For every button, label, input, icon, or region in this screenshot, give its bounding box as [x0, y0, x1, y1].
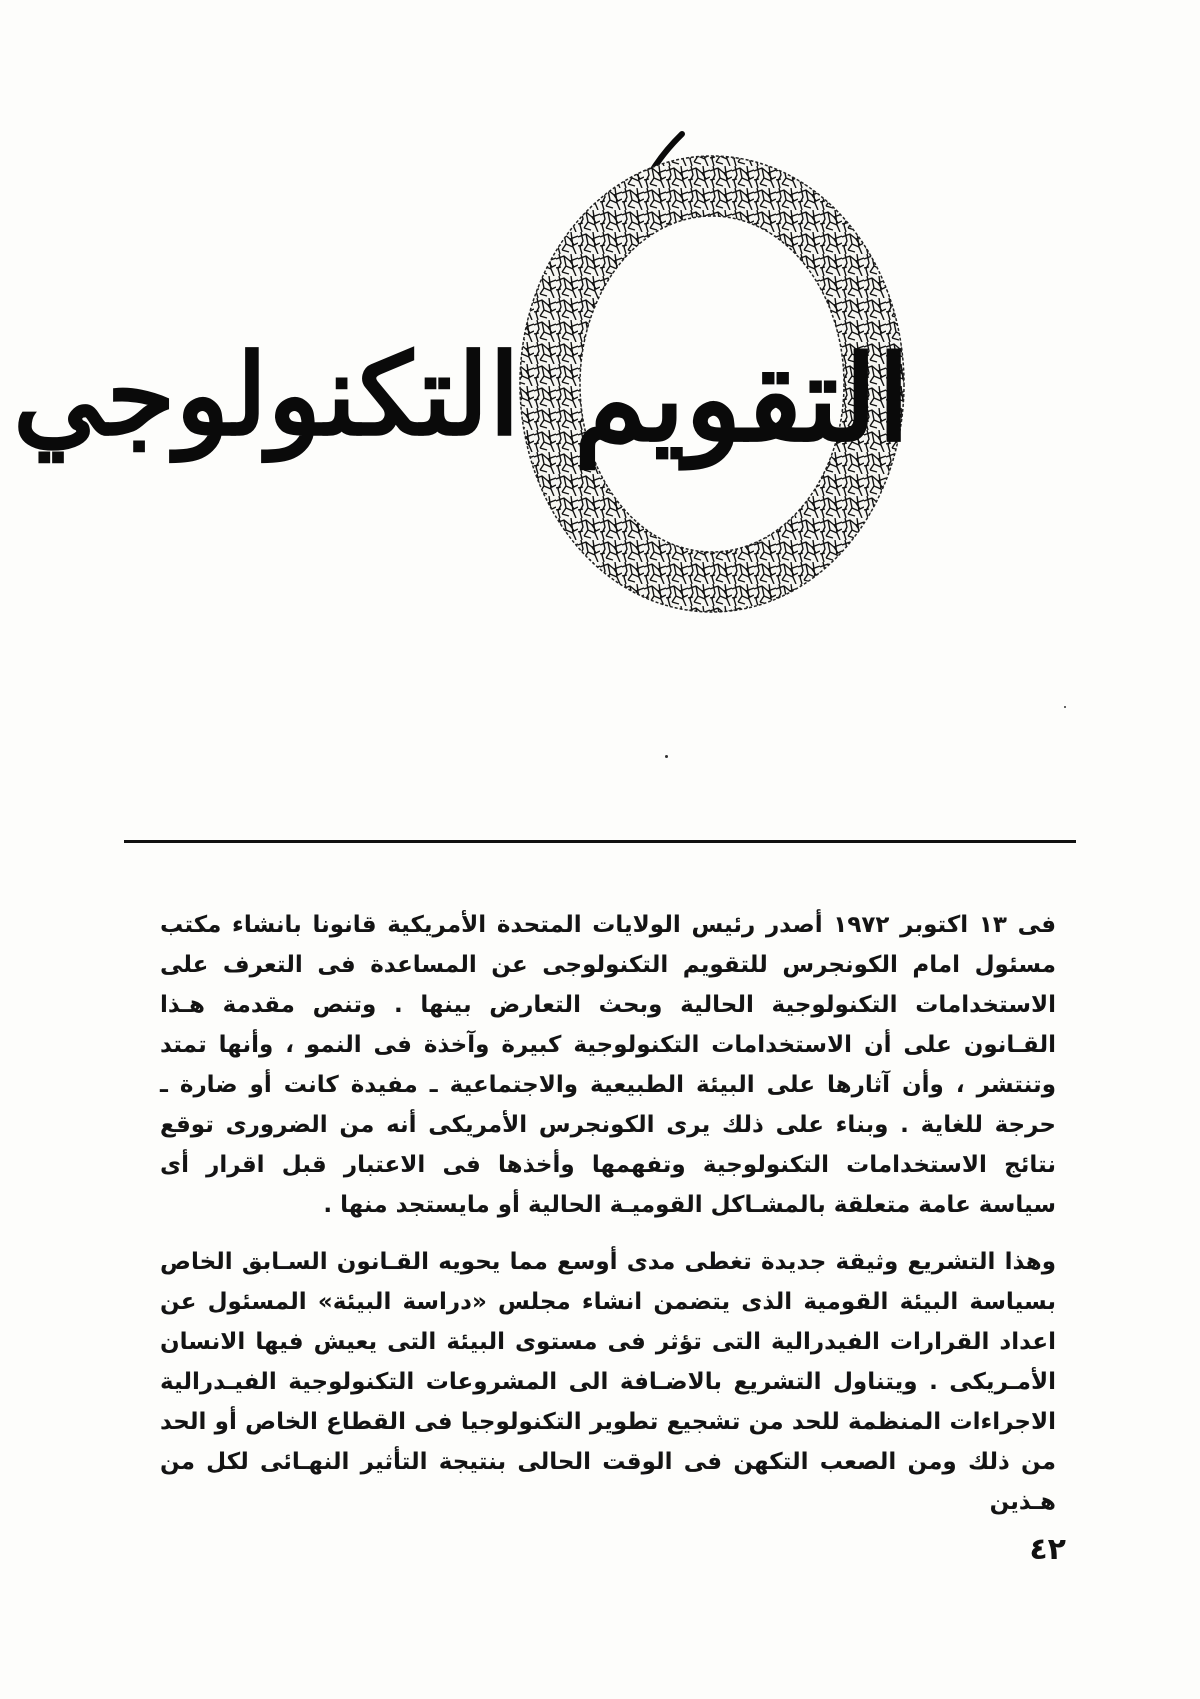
paragraph-text: فى ١٣ اكتوبر ١٩٧٢ أصدر رئيس الولايات المتحدة الأمريكية قانونا بانشاء مكتب مسئول امام الكونجرس للتقويم التكنولوجى عن المساعدة فى التعرف على الاستخدامات التكنولوجية الحالية وبحث التعارض بينها . وتنص مقدمة هـذا القـانون على أن الاستخدامات التكنولوجية كبيرة وآخذة فى النمو ، وأنها تمتد وتنتشر ، وأن آثارها على البيئة الطبيعية والاجتماعية ـ مفيدة كانت أو ضارة ـ حرجة للغاية . وبناء على ذلك يرى الكونجرس الأمريكى أنه من الضرورى توقع نتائج الاستخدامات التكنولوجية وتفهمها وأخذها فى الاعتبار قبل اقرار أى سياسة عامة متعلقة بالمشـاكل القوميـة الحالية أو مايستجد منها . [160, 912, 1057, 1218]
page-number: ٤٢ [1029, 1532, 1066, 1567]
paragraph-text: وهذا التشريع وثيقة جديدة تغطى مدى أوسع مما يحويه القـانون السـابق الخاص بسياسة البيئة القومية الذى يتضمن انشاء مجلس «دراسة البيئة» المسئول عن اعداد القرارات الفيدرالية التى تؤثر فى مستوى البيئة التى يعيش فيها الانسان الأمـريكى . ويتناول التشريع بالاضـافة الى المشروعات التكنولوجية الفيـدرالية الاجراءات المنظمة للحد من تشجيع تطوير التكنولوجيا فى القطاع الخاص أو الحد من ذلك ومن الصعب التكهن فى الوقت الحالى بنتيجة التأثير النهـائى لكل من هـذين [160, 1249, 1056, 1515]
scan-speck [1064, 706, 1066, 708]
section-divider [124, 840, 1076, 843]
title-artwork [12, 130, 1100, 690]
title-word-technological: التكنولوجي [12, 330, 520, 461]
title-word-evaluation: التقويم [573, 329, 910, 468]
body-paragraph-2 [160, 1242, 1056, 1522]
body-paragraph-1 [160, 905, 1056, 1225]
scan-speck [665, 755, 668, 758]
